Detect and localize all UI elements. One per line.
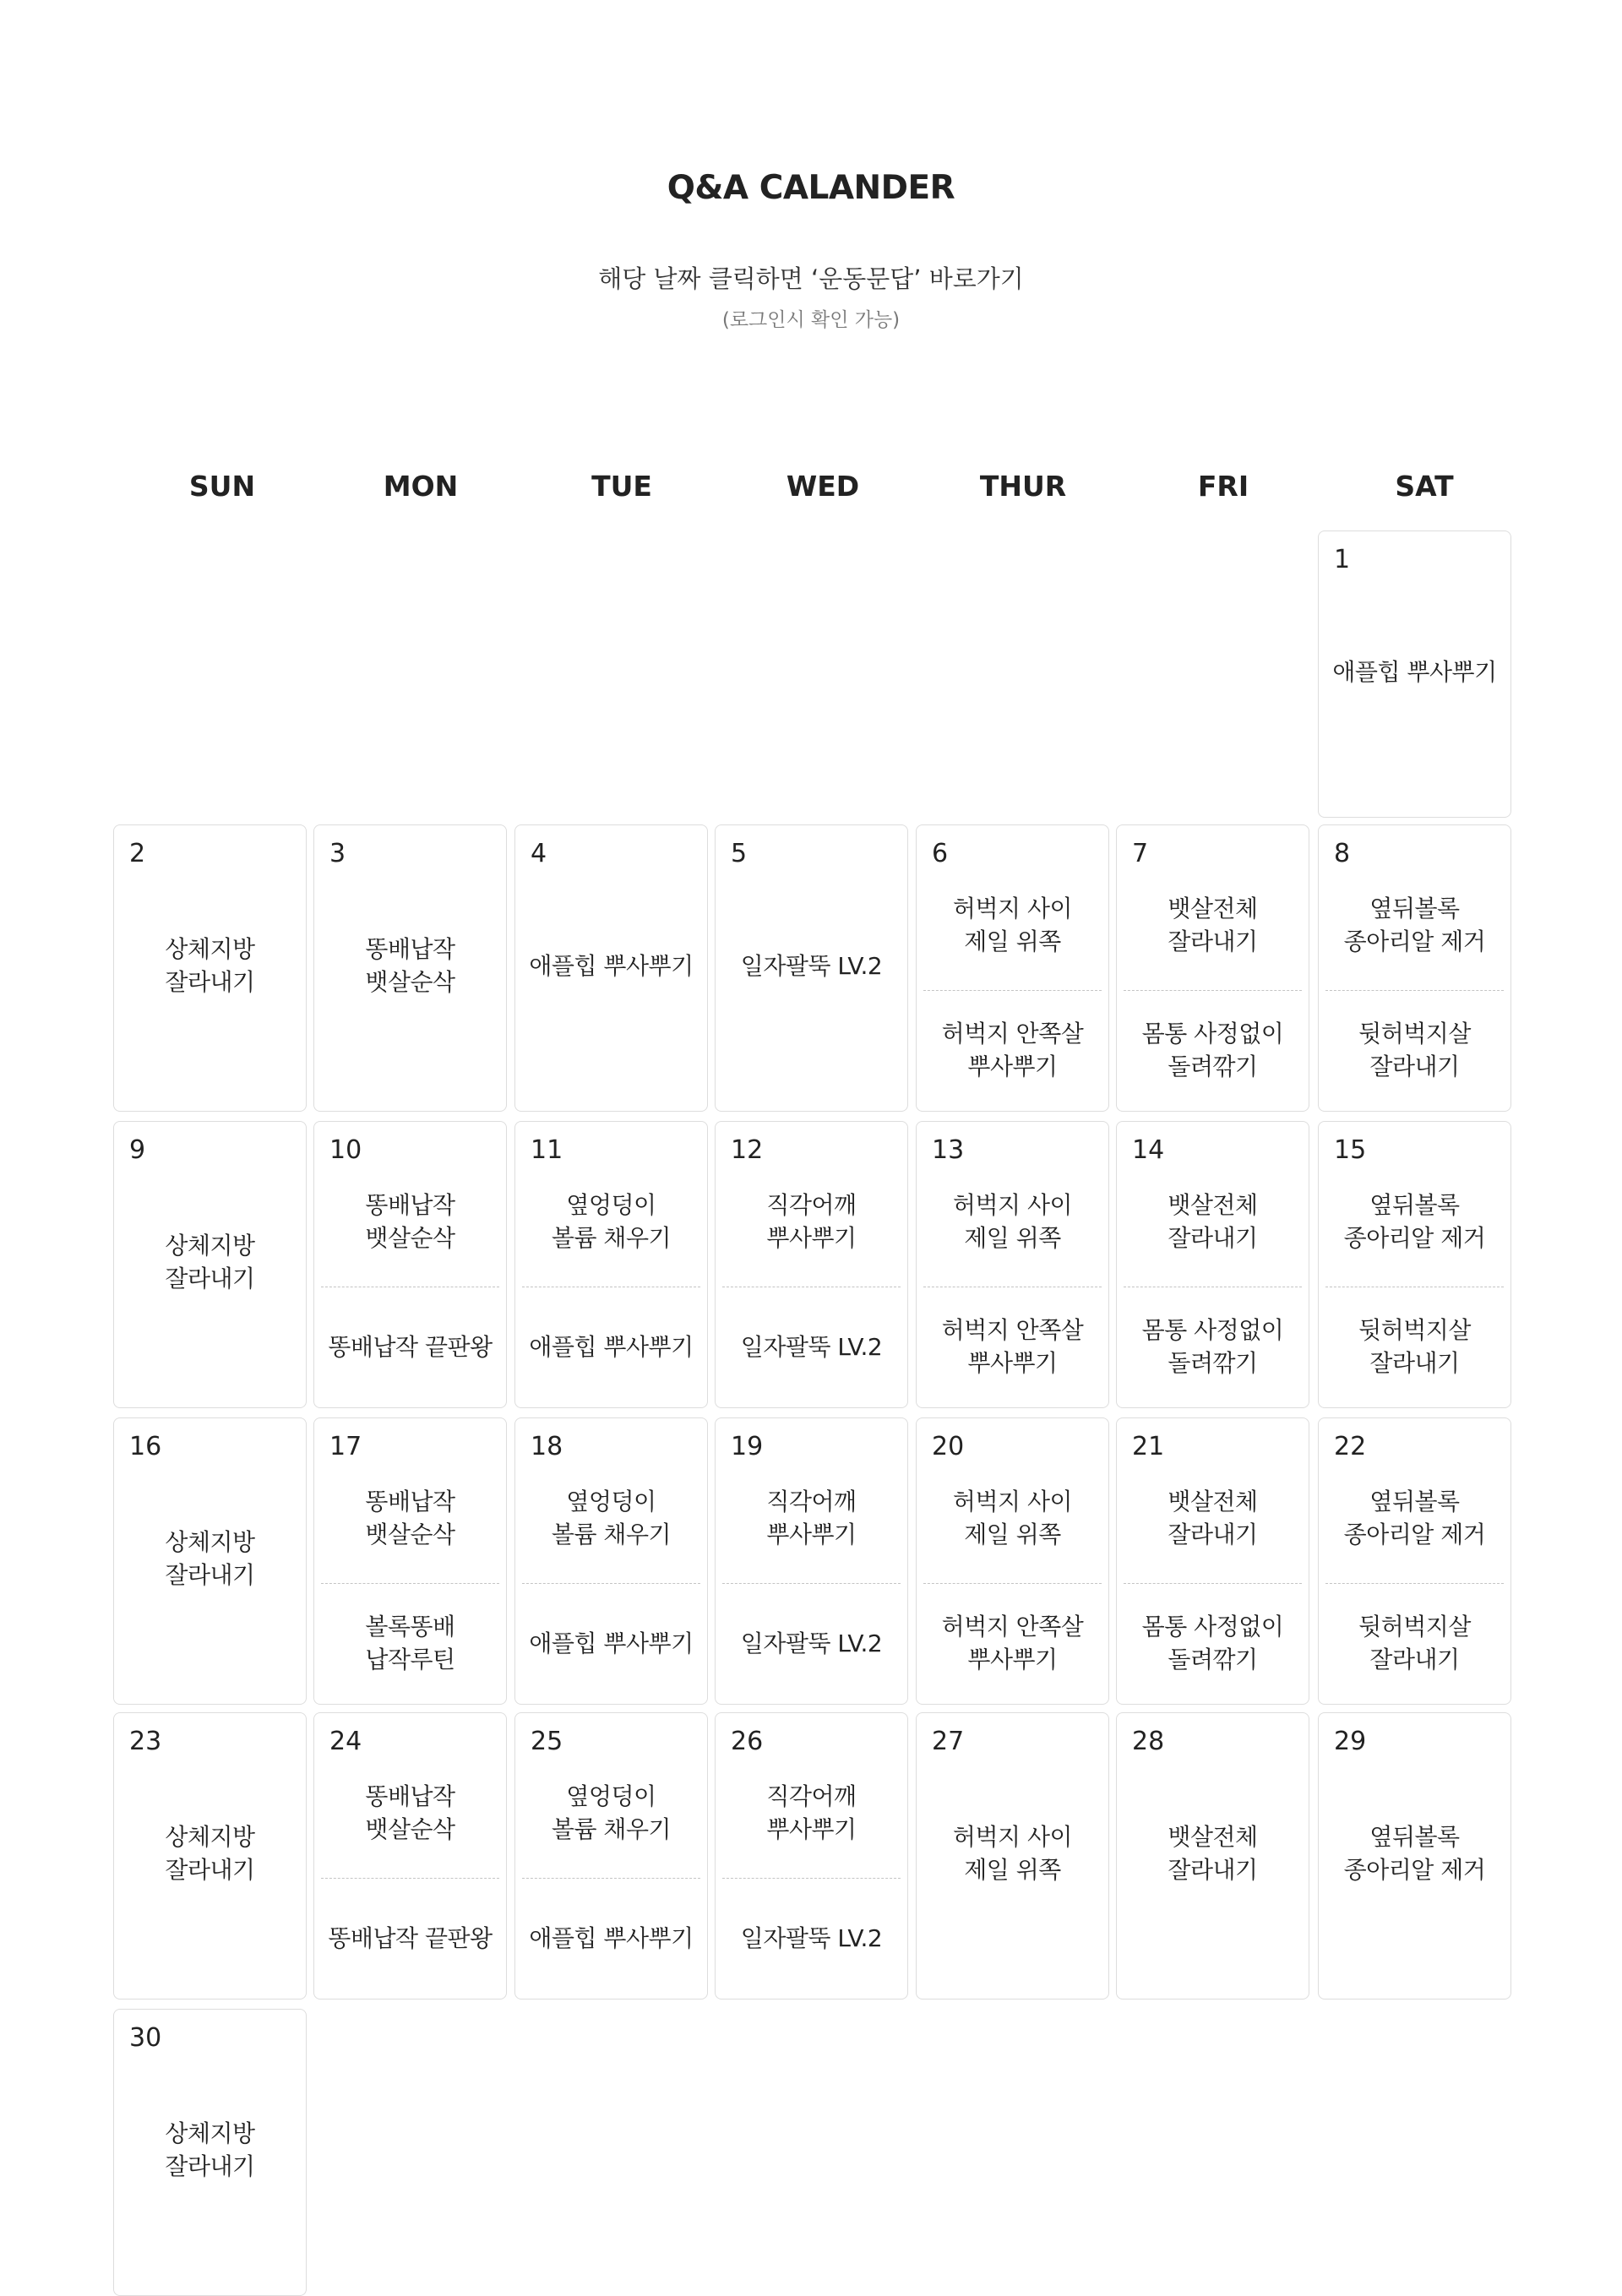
entry-divider — [522, 1878, 700, 1879]
entry-divider — [522, 1583, 700, 1584]
qa-link-text: 뿌사뿌기 — [766, 1815, 857, 1843]
day-cell-17[interactable] — [313, 1417, 507, 1705]
qa-link-text: 잘라내기 — [165, 968, 255, 996]
day-number: 13 — [932, 1135, 965, 1165]
qa-link-text: 볼륨 채우기 — [551, 1224, 672, 1252]
entry-divider — [1124, 990, 1302, 991]
day-cell-26[interactable] — [715, 1712, 908, 1999]
day-cell-10[interactable] — [313, 1121, 507, 1408]
day-number: 25 — [531, 1727, 563, 1756]
day-cell-22[interactable] — [1318, 1417, 1511, 1705]
qa-link-text: 잘라내기 — [1168, 928, 1258, 955]
qa-link-text: 뒷허벅지살 — [1358, 1613, 1471, 1640]
qa-link[interactable] — [1124, 1017, 1302, 1083]
day-cell-21[interactable] — [1116, 1417, 1309, 1705]
qa-link-text: 볼록똥배 — [365, 1613, 455, 1640]
day-number: 22 — [1334, 1432, 1367, 1461]
qa-link-text: 애플힙 뿌사뿌기 — [529, 1629, 694, 1657]
qa-link[interactable] — [1325, 892, 1504, 958]
entry-divider — [1325, 1583, 1504, 1584]
day-cell-30[interactable] — [113, 2009, 307, 2296]
qa-link-text: 뱃살순삭 — [365, 968, 455, 996]
qa-link-text: 잘라내기 — [165, 2152, 255, 2180]
qa-link-text: 허벅지 안쪽살 — [941, 1613, 1084, 1640]
entry-divider — [321, 1583, 499, 1584]
day-cell-15[interactable] — [1318, 1121, 1511, 1408]
qa-link-text: 몸통 사정없이 — [1141, 1613, 1284, 1640]
qa-link-text: 허벅지 안쪽살 — [941, 1020, 1084, 1047]
qa-link[interactable] — [522, 1189, 700, 1254]
qa-link[interactable] — [1124, 1314, 1302, 1379]
login-note: (로그인시 확인 가능) — [721, 309, 901, 331]
qa-link[interactable] — [121, 1526, 299, 1591]
day-number: 28 — [1132, 1727, 1165, 1756]
qa-link-text: 잘라내기 — [1168, 1856, 1258, 1884]
day-cell-7[interactable] — [1116, 824, 1309, 1112]
qa-link[interactable] — [722, 1922, 901, 1955]
qa-link[interactable] — [923, 1485, 1102, 1551]
qa-link[interactable] — [1124, 892, 1302, 958]
qa-link-text: 잘라내기 — [165, 1265, 255, 1292]
day-number: 30 — [129, 2023, 162, 2053]
qa-link-text: 뒷허벅지살 — [1358, 1316, 1471, 1344]
day-number: 6 — [932, 839, 949, 868]
weekday-thur: THUR — [979, 470, 1067, 503]
qa-link[interactable] — [121, 2117, 299, 2183]
day-number: 10 — [329, 1135, 362, 1165]
qa-link[interactable] — [321, 1922, 499, 1955]
qa-link[interactable] — [1325, 1189, 1504, 1254]
day-number: 11 — [531, 1135, 563, 1165]
qa-link-text: 종아리알 제거 — [1343, 1521, 1486, 1548]
qa-link[interactable] — [522, 949, 700, 982]
qa-link-text: 잘라내기 — [1369, 1053, 1460, 1080]
qa-link[interactable] — [321, 1610, 499, 1676]
qa-link-text: 일자팔뚝 LV.2 — [740, 1629, 883, 1657]
qa-link-text: 제일 위쪽 — [964, 1856, 1061, 1884]
qa-link[interactable] — [522, 1922, 700, 1955]
qa-link-text: 돌려깎기 — [1168, 1646, 1258, 1673]
day-cell-13[interactable] — [916, 1121, 1109, 1408]
day-cell-23[interactable] — [113, 1712, 307, 1999]
qa-link[interactable] — [923, 1189, 1102, 1254]
qa-link[interactable] — [121, 1229, 299, 1295]
qa-link[interactable] — [121, 933, 299, 998]
qa-link[interactable] — [722, 1330, 901, 1363]
entry-divider — [722, 1583, 901, 1584]
qa-link[interactable] — [1325, 1314, 1504, 1379]
qa-link-text: 제일 위쪽 — [964, 1521, 1061, 1548]
qa-link-text: 똥배납작 끝판왕 — [328, 1332, 493, 1361]
day-number: 5 — [731, 839, 748, 868]
day-cell-3[interactable] — [313, 824, 507, 1112]
qa-link-text: 애플힙 뿌사뿌기 — [529, 1923, 694, 1952]
qa-link[interactable] — [321, 1330, 499, 1363]
qa-link[interactable] — [722, 1485, 901, 1551]
day-cell-1[interactable] — [1318, 530, 1511, 818]
qa-link-text: 잘라내기 — [1369, 1646, 1460, 1673]
qa-link[interactable] — [1325, 1820, 1504, 1886]
qa-link-text: 잘라내기 — [165, 1856, 255, 1884]
day-number: 1 — [1334, 545, 1351, 574]
qa-link-text: 직각어깨 — [766, 1191, 857, 1219]
qa-link-text: 똥배납작 — [365, 1782, 455, 1810]
qa-link[interactable] — [923, 1017, 1102, 1083]
weekday-sat: SAT — [1395, 470, 1454, 503]
qa-link-text: 똥배납작 끝판왕 — [328, 1923, 493, 1952]
weekday-sun: SUN — [188, 470, 256, 503]
page-title: Q&A CALANDER — [667, 169, 955, 207]
qa-link-text: 잘라내기 — [1369, 1349, 1460, 1377]
qa-link[interactable] — [121, 1820, 299, 1886]
day-number: 8 — [1334, 839, 1351, 868]
qa-link-text: 볼륨 채우기 — [551, 1521, 672, 1548]
weekday-fri: FRI — [1197, 470, 1249, 503]
qa-link[interactable] — [1325, 656, 1504, 688]
qa-link[interactable] — [1124, 1485, 1302, 1551]
day-number: 2 — [129, 839, 146, 868]
qa-link-text: 뱃살전체 — [1168, 895, 1258, 922]
qa-link[interactable] — [1124, 1189, 1302, 1254]
day-cell-28[interactable] — [1116, 1712, 1309, 1999]
day-number: 23 — [129, 1727, 162, 1756]
qa-link-text: 옆엉덩이 — [566, 1488, 656, 1515]
qa-link-text: 납작루틴 — [365, 1646, 455, 1673]
qa-link-text: 잘라내기 — [1168, 1224, 1258, 1252]
qa-link-text: 뿌사뿌기 — [766, 1521, 857, 1548]
qa-link-text: 종아리알 제거 — [1343, 928, 1486, 955]
day-number: 27 — [932, 1727, 965, 1756]
day-number: 24 — [329, 1727, 362, 1756]
qa-link-text: 허벅지 사이 — [952, 1191, 1073, 1219]
day-number: 9 — [129, 1135, 146, 1165]
qa-link-text: 몸통 사정없이 — [1141, 1316, 1284, 1344]
day-number: 7 — [1132, 839, 1149, 868]
day-number: 18 — [531, 1432, 563, 1461]
qa-link[interactable] — [923, 1610, 1102, 1676]
day-number: 19 — [731, 1432, 764, 1461]
qa-link-text: 뒷허벅지살 — [1358, 1020, 1471, 1047]
qa-link-text: 허벅지 사이 — [952, 1823, 1073, 1851]
day-number: 16 — [129, 1432, 162, 1461]
qa-link[interactable] — [722, 1780, 901, 1846]
qa-link-text: 허벅지 사이 — [952, 1488, 1073, 1515]
qa-link-text: 허벅지 사이 — [952, 895, 1073, 922]
qa-link[interactable] — [722, 1627, 901, 1660]
qa-link-text: 일자팔뚝 LV.2 — [740, 1923, 883, 1952]
qa-link-text: 종아리알 제거 — [1343, 1224, 1486, 1252]
qa-link-text: 뱃살전체 — [1168, 1823, 1258, 1851]
qa-link[interactable] — [1325, 1017, 1504, 1083]
qa-link-text: 옆뒤볼록 — [1369, 1191, 1460, 1219]
qa-link-text: 뱃살순삭 — [365, 1224, 455, 1252]
qa-link-text: 옆뒤볼록 — [1369, 1823, 1460, 1851]
qa-link-text: 뱃살전체 — [1168, 1488, 1258, 1515]
qa-link[interactable] — [1124, 1610, 1302, 1676]
qa-link-text: 똥배납작 — [365, 1488, 455, 1515]
qa-link-text: 뱃살전체 — [1168, 1191, 1258, 1219]
qa-link-text: 직각어깨 — [766, 1782, 857, 1810]
entry-divider — [321, 1878, 499, 1879]
day-cell-27[interactable] — [916, 1712, 1109, 1999]
qa-link-text: 옆뒤볼록 — [1369, 895, 1460, 922]
qa-link[interactable] — [321, 1485, 499, 1551]
qa-link[interactable] — [321, 1780, 499, 1846]
qa-link-text: 옆뒤볼록 — [1369, 1488, 1460, 1515]
day-cell-2[interactable] — [113, 824, 307, 1112]
entry-divider — [923, 1583, 1102, 1584]
qa-link-text: 허벅지 안쪽살 — [941, 1316, 1084, 1344]
page-subtitle: 해당 날짜 클릭하면 ‘운동문답’ 바로가기 — [598, 264, 1024, 293]
qa-link[interactable] — [923, 1314, 1102, 1379]
qa-link-text: 돌려깎기 — [1168, 1053, 1258, 1080]
day-cell-12[interactable] — [715, 1121, 908, 1408]
day-number: 14 — [1132, 1135, 1165, 1165]
qa-link-text: 종아리알 제거 — [1343, 1856, 1486, 1884]
qa-link-text: 똥배납작 — [365, 1191, 455, 1219]
entry-divider — [722, 1878, 901, 1879]
qa-link-text: 상체지방 — [165, 935, 255, 963]
qa-link-text: 몸통 사정없이 — [1141, 1020, 1284, 1047]
day-number: 3 — [329, 839, 346, 868]
qa-link[interactable] — [923, 1820, 1102, 1886]
day-number: 21 — [1132, 1432, 1165, 1461]
day-cell-20[interactable] — [916, 1417, 1109, 1705]
qa-link-text: 뱃살순삭 — [365, 1815, 455, 1843]
qa-link[interactable] — [321, 933, 499, 998]
day-cell-11[interactable] — [514, 1121, 708, 1408]
entry-divider — [923, 990, 1102, 991]
day-cell-19[interactable] — [715, 1417, 908, 1705]
weekday-tue: TUE — [591, 470, 652, 503]
qa-link-text: 잘라내기 — [1168, 1521, 1258, 1548]
qa-link-text: 돌려깎기 — [1168, 1349, 1258, 1377]
qa-link-text: 상체지방 — [165, 2119, 255, 2147]
day-cell-16[interactable] — [113, 1417, 307, 1705]
entry-divider — [1124, 1583, 1302, 1584]
day-cell-8[interactable] — [1318, 824, 1511, 1112]
day-cell-4[interactable] — [514, 824, 708, 1112]
day-number: 12 — [731, 1135, 764, 1165]
qa-link[interactable] — [722, 949, 901, 982]
day-number: 26 — [731, 1727, 764, 1756]
qa-link-text: 뿌사뿌기 — [967, 1349, 1058, 1377]
qa-link[interactable] — [522, 1627, 700, 1660]
qa-link-text: 애플힙 뿌사뿌기 — [1332, 657, 1497, 686]
qa-link-text: 옆엉덩이 — [566, 1782, 656, 1810]
day-cell-24[interactable] — [313, 1712, 507, 1999]
day-number: 4 — [531, 839, 547, 868]
qa-link-text: 잘라내기 — [165, 1561, 255, 1589]
qa-link-text: 일자팔뚝 LV.2 — [740, 951, 883, 980]
qa-link-text: 똥배납작 — [365, 935, 455, 963]
qa-link-text: 뱃살순삭 — [365, 1521, 455, 1548]
qa-link[interactable] — [522, 1780, 700, 1846]
day-number: 29 — [1334, 1727, 1367, 1756]
qa-link[interactable] — [1325, 1610, 1504, 1676]
qa-link-text: 옆엉덩이 — [566, 1191, 656, 1219]
qa-link-text: 상체지방 — [165, 1232, 255, 1260]
day-number: 20 — [932, 1432, 965, 1461]
qa-link-text: 상체지방 — [165, 1823, 255, 1851]
qa-link-text: 제일 위쪽 — [964, 928, 1061, 955]
qa-link-text: 상체지방 — [165, 1528, 255, 1556]
day-cell-25[interactable] — [514, 1712, 708, 1999]
weekday-mon: MON — [383, 470, 459, 503]
day-number: 17 — [329, 1432, 362, 1461]
qa-link[interactable] — [321, 1189, 499, 1254]
entry-divider — [1325, 990, 1504, 991]
qa-link[interactable] — [923, 892, 1102, 958]
qa-link[interactable] — [722, 1189, 901, 1254]
qa-link-text: 뿌사뿌기 — [967, 1646, 1058, 1673]
day-cell-5[interactable] — [715, 824, 908, 1112]
qa-link-text: 볼륨 채우기 — [551, 1815, 672, 1843]
qa-link-text: 뿌사뿌기 — [766, 1224, 857, 1252]
day-cell-29[interactable] — [1318, 1712, 1511, 1999]
qa-link-text: 일자팔뚝 LV.2 — [740, 1332, 883, 1361]
qa-link[interactable] — [522, 1485, 700, 1551]
qa-link-text: 애플힙 뿌사뿌기 — [529, 951, 694, 980]
day-cell-18[interactable] — [514, 1417, 708, 1705]
weekday-wed: WED — [786, 470, 860, 503]
qa-link-text: 직각어깨 — [766, 1488, 857, 1515]
day-number: 15 — [1334, 1135, 1367, 1165]
qa-link-text: 애플힙 뿌사뿌기 — [529, 1332, 694, 1361]
day-cell-6[interactable] — [916, 824, 1109, 1112]
day-cell-9[interactable] — [113, 1121, 307, 1408]
qa-link[interactable] — [1124, 1820, 1302, 1886]
weekday-header-row — [0, 463, 1622, 510]
qa-link[interactable] — [522, 1330, 700, 1363]
qa-link-text: 뿌사뿌기 — [967, 1053, 1058, 1080]
qa-link[interactable] — [1325, 1485, 1504, 1551]
day-cell-14[interactable] — [1116, 1121, 1309, 1408]
qa-link-text: 제일 위쪽 — [964, 1224, 1061, 1252]
